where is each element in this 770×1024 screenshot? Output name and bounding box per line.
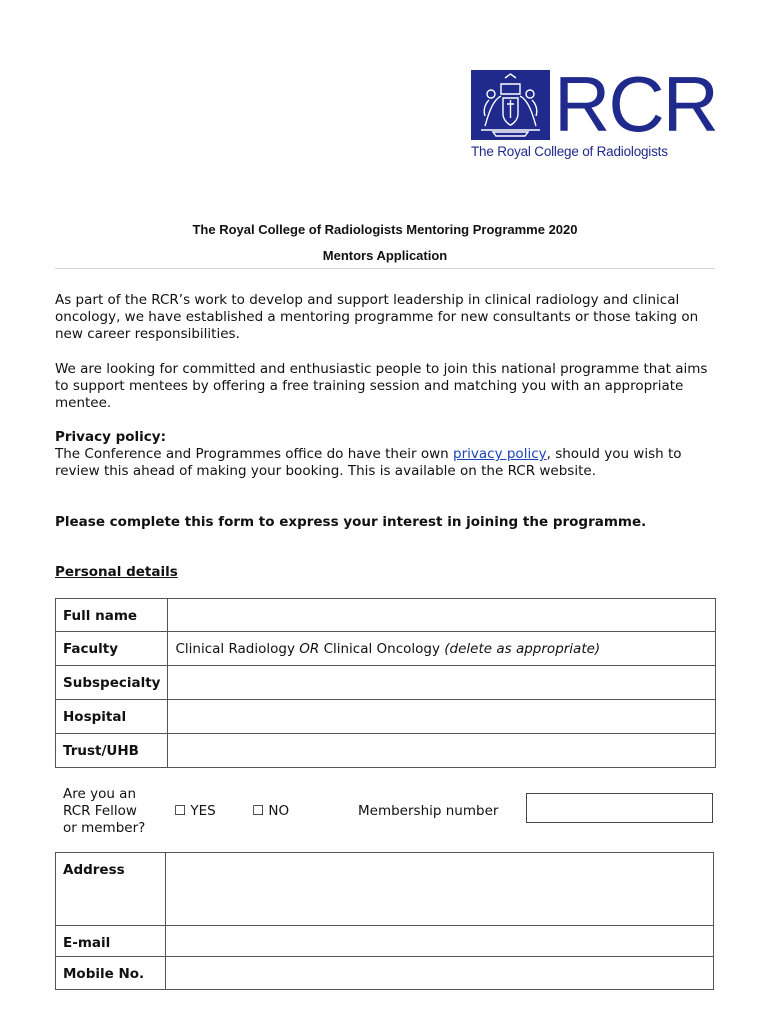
table-row	[56, 926, 714, 957]
privacy-text-after: , should you wish to review this ahead of making your booking. This is available on the RCR website.	[55, 446, 682, 479]
subspecialty-label: Subspecialty	[56, 666, 168, 700]
faculty-field[interactable]	[168, 632, 716, 666]
email-field[interactable]	[166, 926, 714, 957]
faculty-label: Faculty	[56, 632, 168, 666]
document-subtitle: Mentors Application	[322, 248, 448, 263]
subspecialty-field[interactable]	[168, 666, 716, 700]
table-row	[56, 957, 714, 990]
coat-of-arms-icon	[471, 70, 550, 140]
privacy-text-before: The Conference and Programmes office do have their own	[55, 446, 454, 462]
faculty-option-radiology: Clinical Radiology	[175, 640, 300, 657]
faculty-option-oncology: Clinical Oncology	[319, 640, 445, 657]
contact-details-table	[55, 852, 714, 990]
table-row	[56, 599, 716, 632]
fellow-question	[63, 786, 145, 837]
table-row	[56, 666, 716, 700]
membership-number-field[interactable]	[526, 793, 713, 823]
email-label: E-mail	[56, 926, 166, 957]
address-label: Address	[56, 853, 166, 926]
faculty-or: OR	[299, 640, 320, 657]
fellow-question-line: RCR Fellow	[63, 803, 137, 819]
trust-field[interactable]	[168, 734, 716, 768]
form-instruction: Please complete this form to express your interest in joining the programme.	[55, 514, 647, 530]
table-row	[56, 632, 716, 666]
logo-wordmark: RCR	[554, 60, 717, 148]
no-checkbox[interactable]: ☐ NO	[252, 803, 290, 819]
table-row	[56, 853, 714, 926]
document-title: The Royal College of Radiologists Mentoring Programme 2020	[192, 222, 578, 237]
personal-details-heading: Personal details	[55, 564, 178, 580]
table-row	[56, 734, 716, 768]
privacy-heading: Privacy policy:	[55, 429, 166, 445]
fellow-question-line: or member?	[63, 820, 146, 836]
logo-subtitle: The Royal College of Radiologists	[471, 144, 668, 159]
trust-label: Trust/UHB	[56, 734, 168, 768]
table-row	[56, 700, 716, 734]
hospital-field[interactable]	[168, 700, 716, 734]
faculty-instruction: (delete as appropriate)	[444, 640, 601, 657]
mobile-field[interactable]	[166, 957, 714, 990]
intro-paragraph-2: We are looking for committed and enthusiastic people to join this national programme that aims to support mentees by offering a free training session and matching you with an appropriate mentee.	[55, 361, 708, 411]
rcr-logo	[458, 60, 717, 174]
membership-number-label: Membership number	[358, 803, 499, 819]
hospital-label: Hospital	[56, 700, 168, 734]
fellow-question-line: Are you an	[63, 786, 137, 802]
full-name-label: Full name	[56, 599, 168, 632]
mobile-label: Mobile No.	[56, 957, 166, 990]
title-divider	[55, 268, 715, 269]
address-field[interactable]	[166, 853, 714, 926]
yes-checkbox[interactable]: ☐ YES	[174, 803, 216, 819]
privacy-section	[55, 429, 720, 480]
intro-paragraph-1: As part of the RCR’s work to develop and support leadership in clinical radiology and clinical oncology, we have established a mentoring programme for new consultants or those taking on new career responsibilities.	[55, 292, 699, 342]
privacy-policy-link[interactable]: privacy policy	[453, 446, 547, 462]
full-name-field[interactable]	[168, 599, 716, 632]
personal-details-table	[55, 598, 716, 768]
